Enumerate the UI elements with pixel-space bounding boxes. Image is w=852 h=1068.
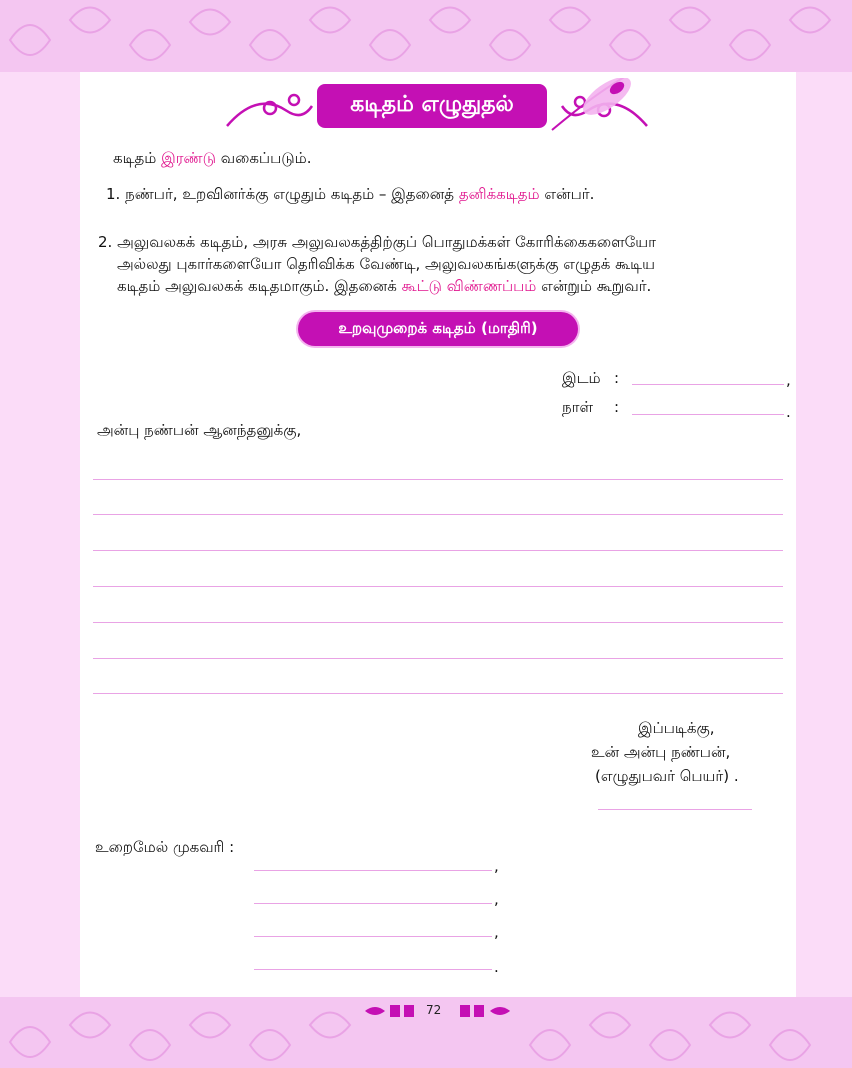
closing-line-2: உன் அன்பு நண்பன், xyxy=(591,743,731,761)
point-1-highlight: தனிக்கடிதம் xyxy=(458,185,540,203)
point-2-number: 2. xyxy=(98,233,113,251)
leaf-pattern-top xyxy=(0,0,852,72)
place-colon: : xyxy=(614,369,620,387)
writing-line-5[interactable] xyxy=(93,622,783,623)
salutation: அன்பு நண்பன் ஆனந்தனுக்கு, xyxy=(97,421,302,439)
point-1-suffix: என்பர். xyxy=(544,185,595,203)
point-2-text-3: கடிதம் அலுவலகக் கடிதமாகும். இதனைக் xyxy=(117,277,397,295)
address-line-4[interactable] xyxy=(254,969,492,970)
address-line-2[interactable] xyxy=(254,903,492,904)
place-field[interactable] xyxy=(632,384,784,385)
intro-line xyxy=(113,148,311,168)
writing-line-1[interactable] xyxy=(93,479,783,480)
writing-line-3[interactable] xyxy=(93,550,783,551)
intro-highlight: இரண்டு xyxy=(161,149,216,167)
date-colon: : xyxy=(614,398,620,416)
writing-line-6[interactable] xyxy=(93,658,783,659)
point-2-line-2: அல்லது புகார்களையோ தெரிவிக்க வேண்டி, அலுவலகங்களுக்கு எழுதக் கூடிய xyxy=(117,255,655,273)
place-label: இடம் xyxy=(562,369,601,387)
writing-line-7[interactable] xyxy=(93,693,783,694)
closing-line-3: (எழுதுபவர் பெயர்) . xyxy=(595,767,739,785)
address-line-3[interactable] xyxy=(254,936,492,937)
address-end-3: , xyxy=(494,923,499,941)
top-decorative-border xyxy=(0,0,852,72)
page-title: கடிதம் எழுதுதல் xyxy=(317,84,547,128)
page-content-area xyxy=(80,72,796,997)
date-end: . xyxy=(786,403,791,421)
address-end-4: . xyxy=(494,958,499,976)
address-end-1: , xyxy=(494,857,499,875)
page-number: 72 xyxy=(426,1003,442,1017)
point-2-line-3 xyxy=(117,276,651,296)
point-2-highlight: கூட்டு விண்ணப்பம் xyxy=(401,277,537,295)
point-2-line-1 xyxy=(98,232,656,252)
date-field[interactable] xyxy=(632,414,784,415)
point-2-suffix: என்றும் கூறுவர். xyxy=(541,277,652,295)
address-label: உறைமேல் முகவரி : xyxy=(95,838,235,856)
sample-letter-heading: உறவுமுறைக் கடிதம் (மாதிரி) xyxy=(298,312,578,346)
point-1-number: 1. xyxy=(106,185,121,203)
date-label: நாள் xyxy=(562,398,593,416)
title-banner xyxy=(222,78,652,138)
writing-line-2[interactable] xyxy=(93,514,783,515)
left-margin xyxy=(0,72,80,997)
peacock-feather-icon xyxy=(552,78,637,130)
point-1-text: நண்பர், உறவினர்க்கு எழுதும் கடிதம் – இதனைத் xyxy=(125,185,455,203)
writing-line-4[interactable] xyxy=(93,586,783,587)
point-1 xyxy=(106,184,594,204)
right-margin xyxy=(796,72,852,997)
intro-suffix: வகைப்படும். xyxy=(220,149,312,167)
address-line-1[interactable] xyxy=(254,870,492,871)
intro-prefix: கடிதம் xyxy=(113,149,157,167)
closing-line-1: இப்படிக்கு, xyxy=(638,719,715,737)
signature-field[interactable] xyxy=(598,809,752,810)
address-end-2: , xyxy=(494,890,499,908)
point-2-text-1: அலுவலகக் கடிதம், அரசு அலுவலகத்திற்குப் பொதுமக்கள் கோரிக்கைகளையோ xyxy=(117,233,657,251)
place-end: , xyxy=(786,371,791,389)
